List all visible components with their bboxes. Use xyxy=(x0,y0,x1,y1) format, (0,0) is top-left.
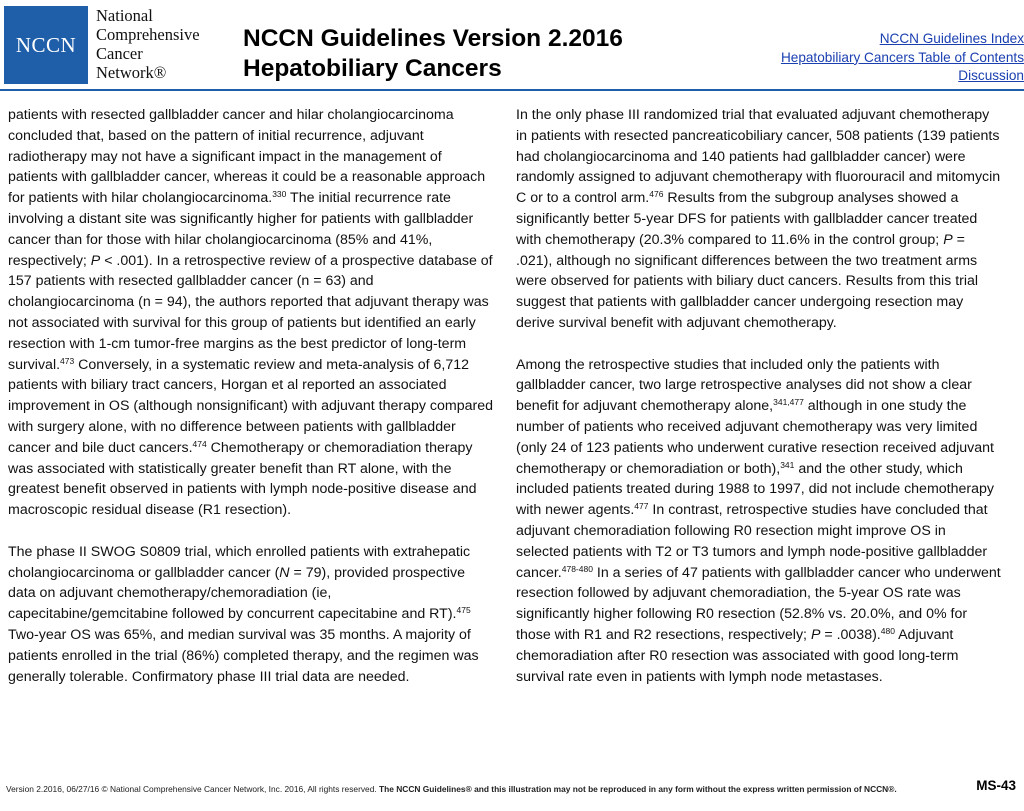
table-of-contents-link[interactable]: Hepatobiliary Cancers Table of Contents xyxy=(780,49,1024,65)
page-number: MS-43 xyxy=(976,778,1016,793)
citation-superscript: 474 xyxy=(192,438,207,449)
citation-superscript: 478-480 xyxy=(561,563,593,574)
citation-superscript: 476 xyxy=(649,189,664,200)
italic-statistic-symbol: P xyxy=(90,252,101,269)
header-divider xyxy=(0,89,1024,91)
italic-statistic-symbol: P xyxy=(943,231,953,248)
copyright-text: Version 2.2016, 06/27/16 © National Comprehensive Cancer Network, Inc. 2016, All rights reserved. xyxy=(6,784,380,794)
left-text-column xyxy=(8,105,494,708)
page-title xyxy=(243,24,623,84)
italic-statistic-symbol: N xyxy=(279,564,290,581)
org-name-line: Cancer xyxy=(96,44,143,63)
org-name-line: Network® xyxy=(96,63,167,82)
guideline-topic-title: Hepatobiliary Cancers xyxy=(243,55,502,82)
reproduction-notice: The NCCN Guidelines® and this illustration may not be reproduced in any form without the express written permission of NCCN®. xyxy=(379,784,897,794)
org-name-line: Comprehensive xyxy=(96,25,200,44)
citation-superscript: 341,477 xyxy=(773,397,804,408)
citation-superscript: 480 xyxy=(880,625,895,636)
citation-superscript: 341 xyxy=(780,459,795,470)
guideline-version-title: NCCN Guidelines Version 2.2016 xyxy=(243,25,623,52)
citation-superscript: 330 xyxy=(272,189,287,200)
logo-abbrev: NCCN xyxy=(15,32,77,57)
body-paragraph: patients with resected gallbladder cancer and hilar cholangiocarcinoma concluded that, based on the pattern of initial recurrence, adjuvant radiotherapy may not have a significant impact in the management of patients with gallbladder cancer, whereas it could be a reasonable approach for patients with hilar cholangiocarcinoma.$^{330}$ The initial recurrence rate involving a distant site was significantly higher for patients with gallbladder cancer than for those with hilar cholangiocarcinoma (85% and 41%, respectively; P < .001). In a retrospective review of a prospective database of 157 patients with resected gallbladder cancer (n = 63) and cholangiocarcinoma (n = 94), the authors reported that adjuvant therapy was not associated with survival for this group of patients but identified an early resection with 1-cm tumor-free margins as the best predictor of long-term survival.$^{473}$ Conversely, in a systematic review and meta-analysis of 6,712 patients with biliary tract cancers, Horgan et al reported an associated improvement in OS (although nonsignificant) with adjuvant therapy compared with surgery alone, with no difference between patients with gallbladder cancer and bile duct cancers.$^{474}$ Chemotherapy or chemoradiation therapy was associated with statistically greater benefit than RT alone, with the greatest benefit observed in patients with lymph node-positive disease and macroscopic residual disease (R1 resection). xyxy=(8,107,494,519)
citation-superscript: 475 xyxy=(456,605,471,616)
organization-name xyxy=(96,6,200,82)
nccn-logo xyxy=(4,6,88,84)
italic-statistic-symbol: P xyxy=(810,626,821,643)
org-name-line: National xyxy=(96,6,153,25)
body-paragraph: The phase II SWOG S0809 trial, which enrolled patients with extrahepatic cholangiocarcinoma or gallbladder cancer (N = 79), provided prospective data on adjuvant chemotherapy/chemoradiation (ie, capecitabine/gemcitabine followed by concurrent capecitabine and RT).$^{475}$ Two-year OS was 65%, and median survival was 35 months. A majority of patients enrolled in the trial (86%) completed therapy, and the regimen was generally tolerable. Confirmatory phase III trial data are needed. xyxy=(8,543,479,685)
body-paragraph: Among the retrospective studies that included only the patients with gallbladder cancer, two large retrospective analyses did not show a clear benefit for adjuvant chemotherapy alone,$^{341,477}$ although in one study the number of patients who received adjuvant chemotherapy was very limited (only 24 of 123 patients who underwent curative resection received adjuvant chemotherapy or chemoradiation or both),$^{341}$ and the other study, which included patients treated during 1988 to 1997, did not include chemotherapy with newer agents.$^{477}$ In contrast, retrospective studies have concluded that adjuvant chemoradiation following R0 resection might improve OS in selected patients with T2 or T3 tumors and lymph node-positive gallbladder cancer.$^{478-480}$ In a series of 47 patients with gallbladder cancer who underwent resection followed by adjuvant chemoradiation, the 5-year OS rate was significantly higher following R0 resection (52.8% vs. 20.0%, and 0% for those with R1 and R2 resections, respectively; P = .0038).$^{480}$ Adjuvant chemoradiation after R0 resection was associated with good long-term survival rate even in patients with lymph node metastases. xyxy=(516,356,1001,685)
guideline-nav-links xyxy=(781,30,1024,86)
citation-superscript: 477 xyxy=(634,501,649,512)
guidelines-index-link[interactable]: NCCN Guidelines Index xyxy=(879,31,1024,46)
citation-superscript: 473 xyxy=(60,355,75,366)
footer-copyright xyxy=(6,784,1018,794)
right-text-column xyxy=(516,105,1002,708)
body-paragraph: In the only phase III randomized trial that evaluated adjuvant chemotherapy in patients with resected pancreaticobiliary cancer, 508 patients (139 patients had cholangiocarcinoma and 140 patients had gallbladder cancer) were randomly assigned to adjuvant chemotherapy with fluorouracil and mitomycin C or to a control arm.$^{476}$ Results from the subgroup analyses showed a significantly better 5-year DFS for patients with gallbladder cancer treated with chemotherapy (20.3% compared to 11.6% in the control group; P = .021), although no significant differences between the two treatment arms were observed for patients with biliary duct cancers. Results from this trial suggest that patients with gallbladder cancer undergoing resection may derive survival benefit with adjuvant chemotherapy. xyxy=(516,107,1001,331)
discussion-link[interactable]: Discussion xyxy=(958,68,1024,83)
